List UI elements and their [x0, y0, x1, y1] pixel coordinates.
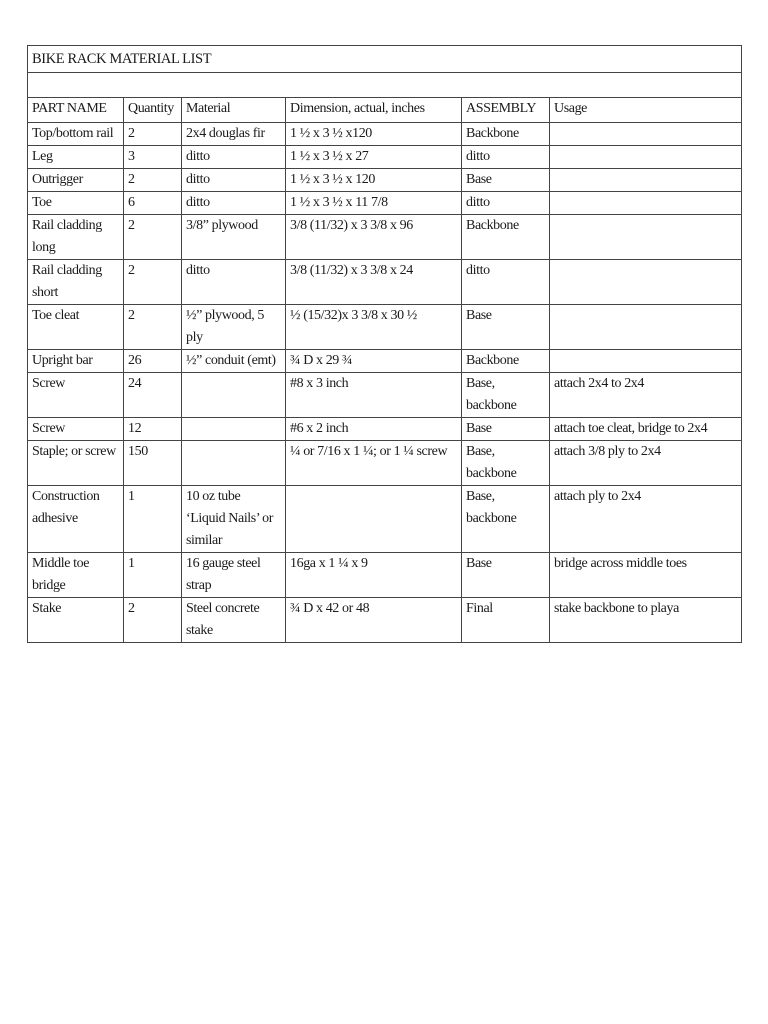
header-usage: Usage: [550, 98, 742, 123]
cell-assembly: Base, backbone: [462, 373, 550, 418]
cell-assembly: Base, backbone: [462, 486, 550, 553]
cell-quantity: 2: [124, 123, 182, 146]
cell-part-name: Rail cladding short: [28, 260, 124, 305]
cell-dimension: 1 ½ x 3 ½ x 27: [286, 146, 462, 169]
cell-dimension: 3/8 (11/32) x 3 3/8 x 24: [286, 260, 462, 305]
cell-part-name: Construction adhesive: [28, 486, 124, 553]
cell-quantity: 1: [124, 486, 182, 553]
cell-usage: [550, 123, 742, 146]
cell-assembly: ditto: [462, 192, 550, 215]
cell-dimension: ¾ D x 42 or 48: [286, 598, 462, 643]
cell-material: ditto: [182, 169, 286, 192]
header-dimension: Dimension, actual, inches: [286, 98, 462, 123]
cell-usage: [550, 169, 742, 192]
table-row: [28, 192, 742, 215]
cell-assembly: Base: [462, 418, 550, 441]
cell-usage: [550, 350, 742, 373]
cell-usage: [550, 305, 742, 350]
cell-dimension: [286, 486, 462, 553]
cell-dimension: #8 x 3 inch: [286, 373, 462, 418]
header-assembly: ASSEMBLY: [462, 98, 550, 123]
header-quantity: Quantity: [124, 98, 182, 123]
cell-material: [182, 373, 286, 418]
cell-material: ditto: [182, 260, 286, 305]
table-row: [28, 146, 742, 169]
cell-dimension: ¼ or 7/16 x 1 ¼; or 1 ¼ screw: [286, 441, 462, 486]
table-row: [28, 215, 742, 260]
cell-usage: attach 2x4 to 2x4: [550, 373, 742, 418]
cell-dimension: #6 x 2 inch: [286, 418, 462, 441]
cell-quantity: 2: [124, 169, 182, 192]
table-row: [28, 418, 742, 441]
cell-quantity: 24: [124, 373, 182, 418]
cell-quantity: 3: [124, 146, 182, 169]
cell-quantity: 2: [124, 215, 182, 260]
table-row: [28, 350, 742, 373]
header-part-name: PART NAME: [28, 98, 124, 123]
cell-assembly: Backbone: [462, 215, 550, 260]
cell-assembly: Base: [462, 553, 550, 598]
material-table: [27, 45, 742, 643]
cell-quantity: 26: [124, 350, 182, 373]
table-row: [28, 260, 742, 305]
cell-quantity: 2: [124, 305, 182, 350]
cell-part-name: Leg: [28, 146, 124, 169]
cell-part-name: Rail cladding long: [28, 215, 124, 260]
cell-dimension: 3/8 (11/32) x 3 3/8 x 96: [286, 215, 462, 260]
cell-usage: [550, 192, 742, 215]
cell-part-name: Middle toe bridge: [28, 553, 124, 598]
cell-dimension: 1 ½ x 3 ½ x 11 7/8: [286, 192, 462, 215]
header-row: [28, 98, 742, 123]
cell-quantity: 1: [124, 553, 182, 598]
cell-usage: bridge across middle toes: [550, 553, 742, 598]
table-row: [28, 123, 742, 146]
cell-part-name: Screw: [28, 418, 124, 441]
cell-quantity: 12: [124, 418, 182, 441]
blank-row: [28, 73, 742, 98]
cell-part-name: Toe cleat: [28, 305, 124, 350]
cell-assembly: Backbone: [462, 350, 550, 373]
cell-material: ditto: [182, 146, 286, 169]
cell-quantity: 2: [124, 598, 182, 643]
cell-material: ½” conduit (emt): [182, 350, 286, 373]
cell-usage: stake backbone to playa: [550, 598, 742, 643]
material-list-sheet: [27, 45, 741, 643]
table-row: [28, 373, 742, 418]
cell-usage: [550, 215, 742, 260]
cell-part-name: Outrigger: [28, 169, 124, 192]
cell-material: ½” plywood, 5 ply: [182, 305, 286, 350]
cell-dimension: 16ga x 1 ¼ x 9: [286, 553, 462, 598]
cell-material: 10 oz tube ‘Liquid Nails’ or similar: [182, 486, 286, 553]
cell-usage: attach ply to 2x4: [550, 486, 742, 553]
cell-material: ditto: [182, 192, 286, 215]
cell-usage: attach toe cleat, bridge to 2x4: [550, 418, 742, 441]
cell-quantity: 6: [124, 192, 182, 215]
cell-assembly: Final: [462, 598, 550, 643]
cell-assembly: ditto: [462, 146, 550, 169]
cell-quantity: 2: [124, 260, 182, 305]
cell-usage: [550, 146, 742, 169]
cell-part-name: Screw: [28, 373, 124, 418]
cell-usage: [550, 260, 742, 305]
cell-part-name: Toe: [28, 192, 124, 215]
table-row: [28, 169, 742, 192]
cell-material: [182, 418, 286, 441]
cell-assembly: Backbone: [462, 123, 550, 146]
cell-material: Steel concrete stake: [182, 598, 286, 643]
cell-material: 16 gauge steel strap: [182, 553, 286, 598]
cell-assembly: Base: [462, 305, 550, 350]
cell-material: 3/8” plywood: [182, 215, 286, 260]
cell-part-name: Stake: [28, 598, 124, 643]
cell-part-name: Upright bar: [28, 350, 124, 373]
table-title: BIKE RACK MATERIAL LIST: [28, 46, 742, 73]
cell-dimension: 1 ½ x 3 ½ x120: [286, 123, 462, 146]
cell-assembly: Base, backbone: [462, 441, 550, 486]
table-row: [28, 305, 742, 350]
cell-dimension: ¾ D x 29 ¾: [286, 350, 462, 373]
cell-assembly: Base: [462, 169, 550, 192]
table-row: [28, 598, 742, 643]
cell-assembly: ditto: [462, 260, 550, 305]
cell-dimension: 1 ½ x 3 ½ x 120: [286, 169, 462, 192]
cell-material: 2x4 douglas fir: [182, 123, 286, 146]
header-material: Material: [182, 98, 286, 123]
cell-dimension: ½ (15/32)x 3 3/8 x 30 ½: [286, 305, 462, 350]
table-row: [28, 441, 742, 486]
cell-part-name: Top/bottom rail: [28, 123, 124, 146]
cell-usage: attach 3/8 ply to 2x4: [550, 441, 742, 486]
cell-quantity: 150: [124, 441, 182, 486]
table-row: [28, 486, 742, 553]
table-row: [28, 553, 742, 598]
cell-material: [182, 441, 286, 486]
cell-part-name: Staple; or screw: [28, 441, 124, 486]
